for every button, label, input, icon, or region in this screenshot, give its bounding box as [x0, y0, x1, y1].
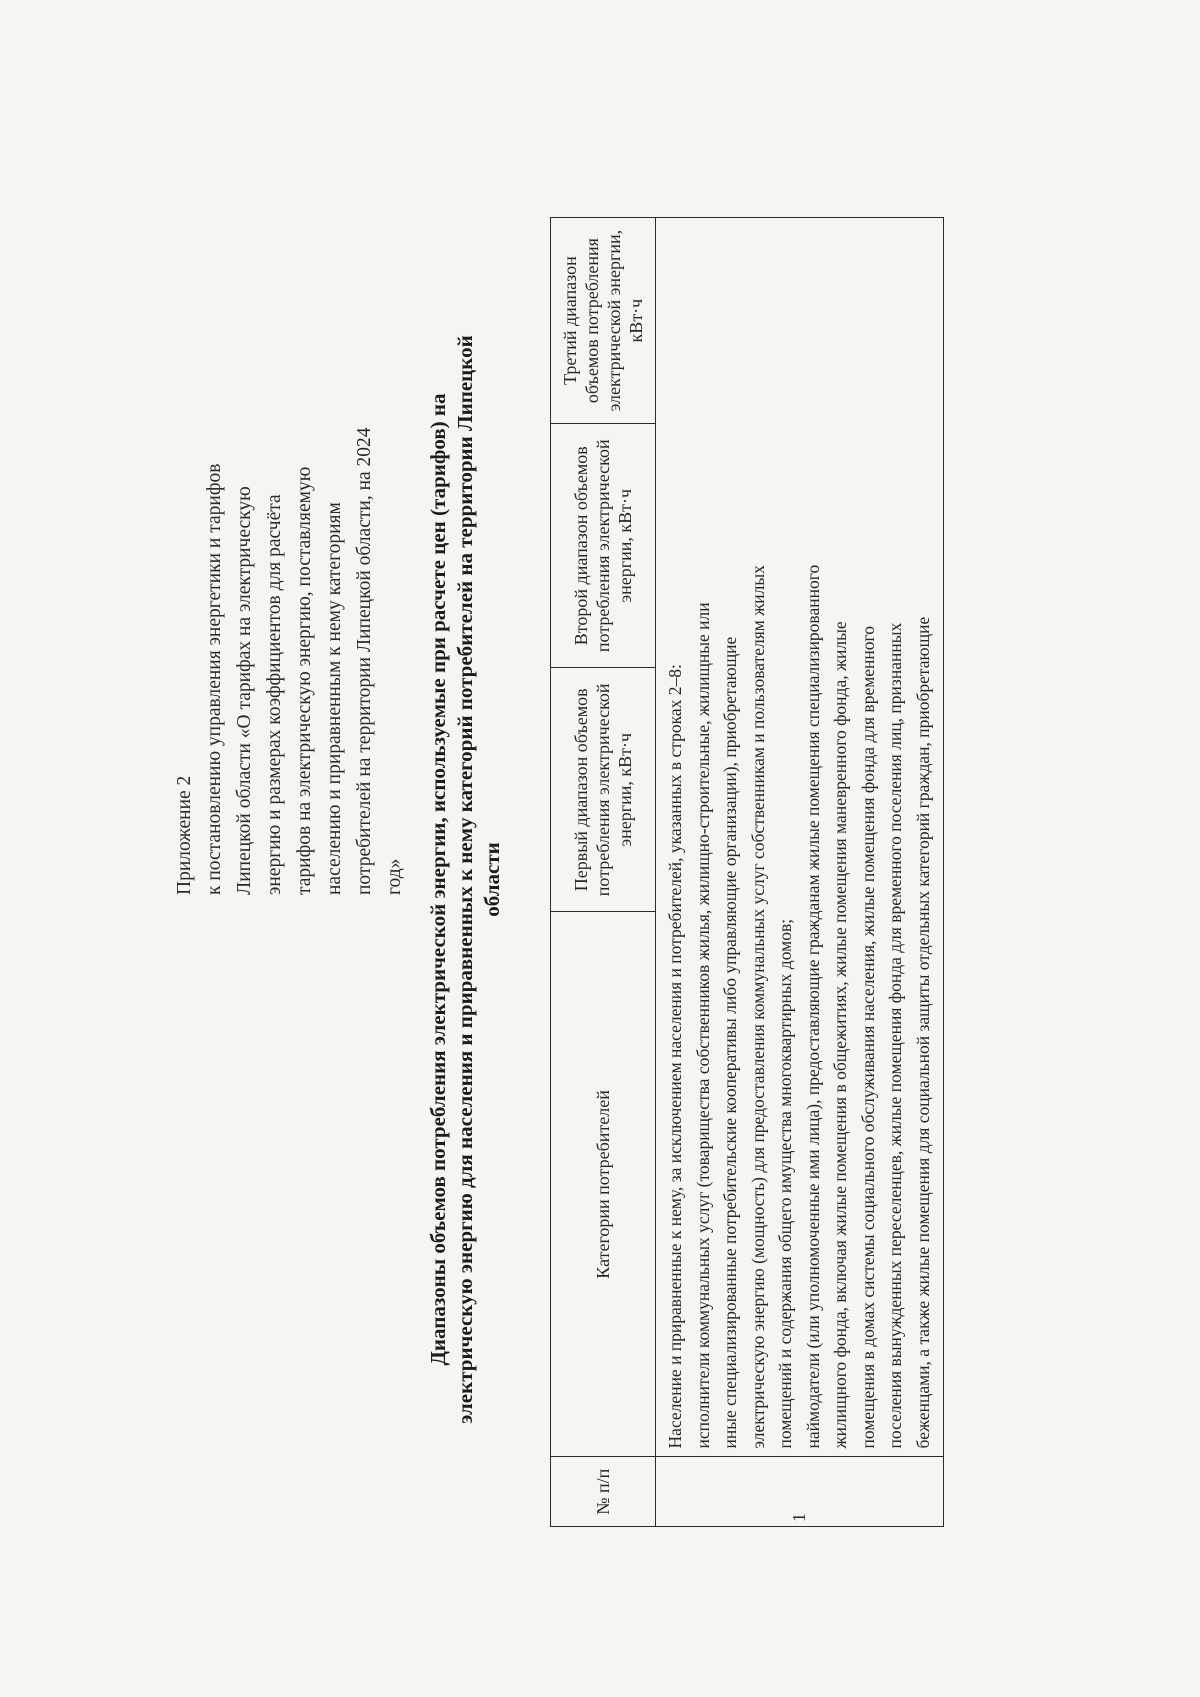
title-line: области [480, 842, 504, 917]
description-line: иные специализированные потребительские кооперативы либо управляющие организации), приобретающие [720, 636, 740, 1449]
appendix-line: Приложение 2 [174, 775, 195, 895]
description-line: электрическую энергию (мощность) для предоставления коммунальных услуг собственникам и пользователям жилых [747, 565, 768, 1449]
title-line: электрическую энергию для населения и приравненных к нему категорий потребителей на территории Липецкой [453, 335, 477, 1424]
description-line: исполнители коммунальных услуг (товарищества собственников жилья, жилищно-строительные, жилищные или [692, 602, 713, 1449]
description-line: помещения в домах системы социального обслуживания населения, жилые помещения фонда для временного [857, 625, 878, 1449]
appendix-line: населению и приравненным к нему категориям [324, 502, 345, 895]
description-line: помещений и содержания общего имущества многоквартирных домов; [775, 918, 795, 1449]
title-line: Диапазоны объемов потребления электрической энергии, используемые при расчете цен (тарифов) на [426, 393, 450, 1366]
appendix-line: энергию и размерах коэффициентов для расчёта [264, 494, 285, 895]
row-description [656, 218, 944, 1457]
appendix-note [170, 255, 410, 895]
description-line: жилищного фонда, включая жилые помещения в общежитиях, жилые помещения маневренного фонда, жилые [830, 621, 850, 1449]
consumption-ranges-table [550, 217, 944, 1527]
description-line: наймодатели (или уполномоченные ими лица), предоставляющие гражданам жилые помещения специализированного [802, 564, 823, 1449]
table-row [656, 218, 944, 1527]
appendix-line: год» [384, 858, 405, 895]
appendix-line: к постановлению управления энергетики и тарифов [204, 463, 225, 895]
header-range-1: Первый диапазон объемов потребления электрической энергии, кВт·ч [551, 668, 656, 912]
description-line: беженцами, а также жилые помещения для социальной защиты отдельных категорий граждан, приобретающие [912, 616, 933, 1449]
appendix-line: потребителей на территории Липецкой области, на 2024 [354, 427, 375, 895]
row-number: 1 [656, 1457, 944, 1527]
document-title [425, 237, 506, 1522]
appendix-line: тарифов на электрическую энергию, поставляемую [294, 466, 315, 895]
header-category: Категории потребителей [551, 912, 656, 1457]
appendix-line: Липецкой области «О тарифах на электрическую [234, 486, 255, 895]
header-range-3: Третий диапазон объемов потребления электрической энергии, кВт·ч [551, 218, 656, 424]
description-line: Население и приравненные к нему, за исключением населения и потребителей, указанных в строках 2–8: [665, 664, 685, 1449]
description-line: поселения вынужденных переселенцев, жилые помещения фонда для временного поселения лиц, признанных [885, 622, 905, 1449]
header-range-2: Второй диапазон объемов потребления электрической энергии, кВт·ч [551, 424, 656, 668]
header-number: № п/п [551, 1457, 656, 1527]
table-header-row [551, 218, 656, 1527]
